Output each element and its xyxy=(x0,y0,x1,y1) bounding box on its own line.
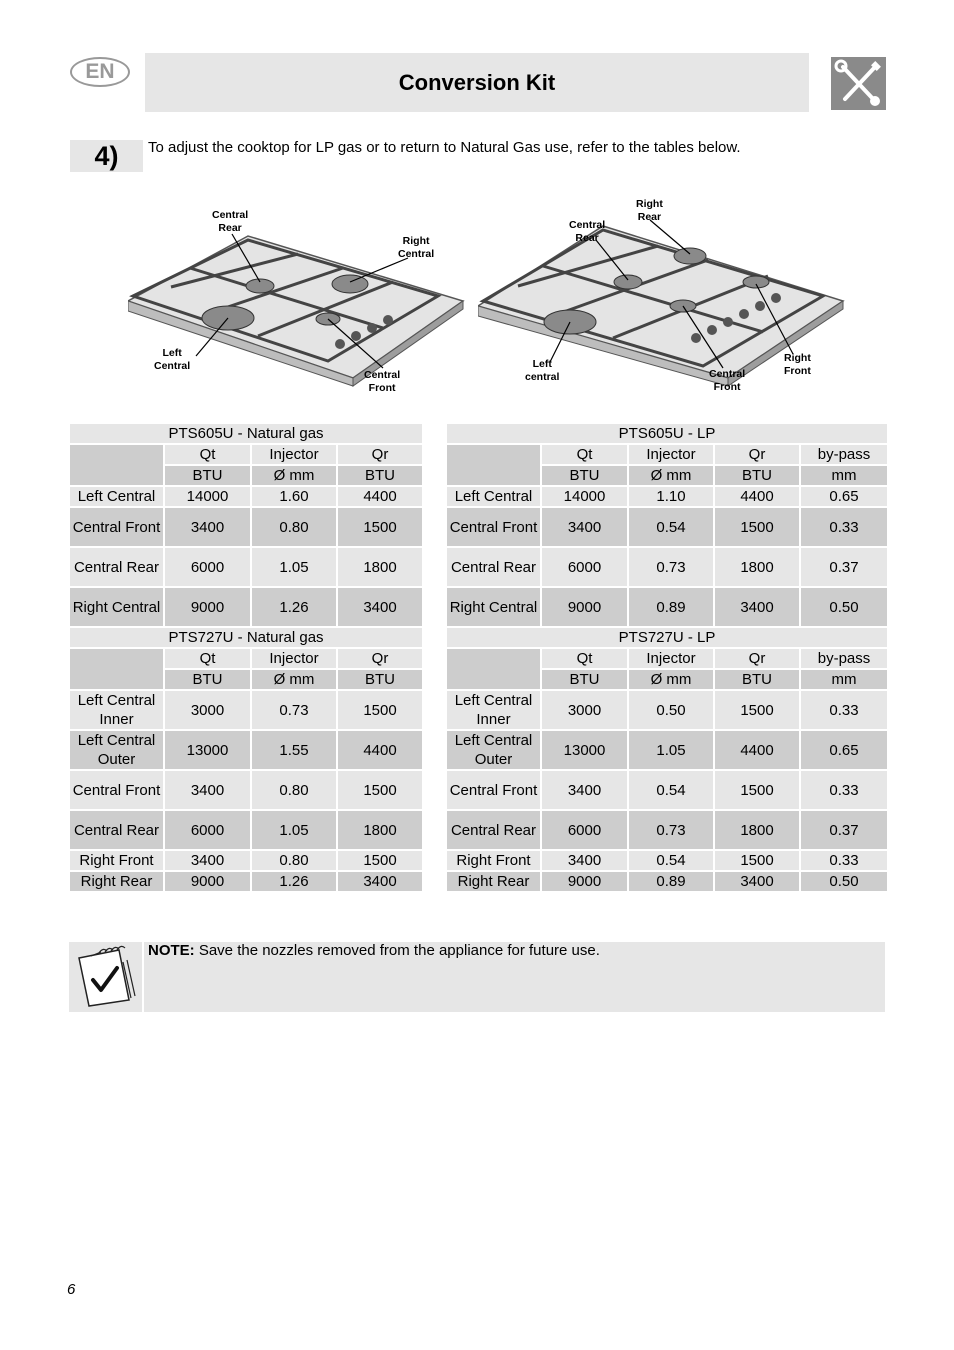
burner-name: Central Front xyxy=(446,507,541,547)
page-title: Conversion Kit xyxy=(145,53,809,112)
column-header: Qr xyxy=(337,648,423,669)
table-cell: 4400 xyxy=(337,730,423,770)
table-cell: 4400 xyxy=(714,730,800,770)
burner-name: Right Front xyxy=(69,850,164,871)
table-cell: 3400 xyxy=(714,871,800,892)
table-cell: 13000 xyxy=(541,730,628,770)
burner-name: Central Front xyxy=(446,770,541,810)
table-cell: 3400 xyxy=(164,850,251,871)
label-central-front: Central Front xyxy=(709,368,746,393)
table-row xyxy=(446,871,888,892)
burner-name: Left Central Inner xyxy=(446,690,541,730)
pts727u-natural-gas-section xyxy=(69,627,423,892)
burner-name: Central Rear xyxy=(446,547,541,587)
header-blank xyxy=(446,444,541,486)
table-cell: 1.60 xyxy=(251,486,337,507)
burner-name: Central Front xyxy=(69,507,164,547)
column-header: Qr xyxy=(714,648,800,669)
table-row xyxy=(69,507,423,547)
column-header: by-pass xyxy=(800,444,888,465)
table-cell: 0.33 xyxy=(800,690,888,730)
table-cell: 14000 xyxy=(164,486,251,507)
column-unit: mm xyxy=(800,465,888,486)
burner-name: Left Central Outer xyxy=(446,730,541,770)
table-cell: 6000 xyxy=(164,547,251,587)
table-cell: 0.54 xyxy=(628,507,714,547)
table-cell: 4400 xyxy=(337,486,423,507)
table-row xyxy=(69,690,423,730)
column-header: Injector xyxy=(628,648,714,669)
table-cell: 9000 xyxy=(541,587,628,627)
table-cell: 3400 xyxy=(337,587,423,627)
burner-name: Central Rear xyxy=(69,547,164,587)
column-unit: BTU xyxy=(714,669,800,690)
table-cell: 6000 xyxy=(541,810,628,850)
step-number: 4) xyxy=(70,140,143,172)
table-cell: 1.05 xyxy=(251,810,337,850)
table-cell: 3400 xyxy=(164,770,251,810)
header-blank xyxy=(69,648,164,690)
wrench-screwdriver-icon xyxy=(831,57,886,110)
table-cell: 3000 xyxy=(164,690,251,730)
table-cell: 1.26 xyxy=(251,871,337,892)
burner-name: Right Rear xyxy=(69,871,164,892)
label-right-rear: Right Rear xyxy=(636,198,663,223)
table-row xyxy=(446,810,888,850)
table-row xyxy=(446,850,888,871)
table-row xyxy=(69,850,423,871)
label-central-front: Central Front xyxy=(364,369,401,394)
table-cell: 0.73 xyxy=(628,547,714,587)
table-cell: 0.33 xyxy=(800,507,888,547)
table-cell: 0.37 xyxy=(800,810,888,850)
table-cell: 0.80 xyxy=(251,850,337,871)
table-cell: 9000 xyxy=(164,871,251,892)
header-blank xyxy=(69,444,164,486)
table-cell: 6000 xyxy=(164,810,251,850)
table-cell: 1500 xyxy=(714,507,800,547)
column-header: Qt xyxy=(541,444,628,465)
table-cell: 1.55 xyxy=(251,730,337,770)
natural-gas-table xyxy=(68,422,424,893)
table-cell: 13000 xyxy=(164,730,251,770)
table-cell: 1800 xyxy=(337,547,423,587)
burner-name: Central Front xyxy=(69,770,164,810)
column-unit: Ø mm xyxy=(628,669,714,690)
table-cell: 1.05 xyxy=(628,730,714,770)
column-unit: BTU xyxy=(541,465,628,486)
column-header: Injector xyxy=(628,444,714,465)
table-row xyxy=(69,770,423,810)
label-central-rear: Central Rear xyxy=(212,209,249,234)
table-row xyxy=(69,587,423,627)
label-central-rear: Central Rear xyxy=(569,219,606,244)
column-unit: Ø mm xyxy=(251,465,337,486)
table-row xyxy=(446,770,888,810)
table-cell: 1500 xyxy=(337,850,423,871)
column-unit: BTU xyxy=(541,669,628,690)
burner-name: Right Central xyxy=(69,587,164,627)
label-right-central: Right Central xyxy=(398,235,435,260)
column-unit: BTU xyxy=(337,669,423,690)
table-cell: 0.65 xyxy=(800,730,888,770)
table-cell: 1500 xyxy=(337,690,423,730)
column-header: Injector xyxy=(251,444,337,465)
note-box xyxy=(69,942,885,1012)
note-body: Save the nozzles removed from the appliance for future use. xyxy=(194,942,600,959)
table-row xyxy=(69,871,423,892)
burner-name: Right Central xyxy=(446,587,541,627)
table-cell: 3400 xyxy=(541,850,628,871)
burner-name: Left Central Inner xyxy=(69,690,164,730)
table-cell: 0.65 xyxy=(800,486,888,507)
table-cell: 1.10 xyxy=(628,486,714,507)
column-header: Injector xyxy=(251,648,337,669)
notepad-check-icon xyxy=(69,942,144,1012)
note-text xyxy=(148,942,600,959)
table-cell: 4400 xyxy=(714,486,800,507)
header-blank xyxy=(446,648,541,690)
table-cell: 6000 xyxy=(541,547,628,587)
burner-name: Left Central xyxy=(446,486,541,507)
table-cell: 9000 xyxy=(541,871,628,892)
column-unit: BTU xyxy=(164,465,251,486)
burner-name: Central Rear xyxy=(69,810,164,850)
table-cell: 1800 xyxy=(714,810,800,850)
table-cell: 0.33 xyxy=(800,850,888,871)
pts727u-lp-section xyxy=(446,627,888,892)
table-cell: 0.54 xyxy=(628,770,714,810)
table-row xyxy=(446,690,888,730)
table-row xyxy=(446,547,888,587)
table-cell: 1500 xyxy=(337,507,423,547)
table-cell: 3400 xyxy=(541,507,628,547)
table-row xyxy=(69,547,423,587)
column-unit: mm xyxy=(800,669,888,690)
table-cell: 0.80 xyxy=(251,507,337,547)
burner-name: Right Front xyxy=(446,850,541,871)
table-cell: 1.05 xyxy=(251,547,337,587)
pts605u-lp-section xyxy=(446,423,888,627)
table-cell: 0.80 xyxy=(251,770,337,810)
table-cell: 1800 xyxy=(714,547,800,587)
label-left-central: Left central xyxy=(525,358,560,383)
table-row xyxy=(69,810,423,850)
column-header: Qt xyxy=(164,444,251,465)
column-unit: BTU xyxy=(714,465,800,486)
column-header: by-pass xyxy=(800,648,888,669)
burner-name: Left Central xyxy=(69,486,164,507)
table-cell: 0.50 xyxy=(800,587,888,627)
table-cell: 9000 xyxy=(164,587,251,627)
table-cell: 14000 xyxy=(541,486,628,507)
table-row xyxy=(69,730,423,770)
table-cell: 1800 xyxy=(337,810,423,850)
table-cell: 0.89 xyxy=(628,871,714,892)
label-right-front: Right Front xyxy=(784,352,811,377)
table-caption: PTS727U - Natural gas xyxy=(69,627,423,648)
burner-name: Left Central Outer xyxy=(69,730,164,770)
cooktop-illustration-pts605u xyxy=(128,196,468,396)
column-unit: BTU xyxy=(164,669,251,690)
table-cell: 3400 xyxy=(714,587,800,627)
table-row xyxy=(446,486,888,507)
column-header: Qt xyxy=(541,648,628,669)
table-cell: 0.50 xyxy=(800,871,888,892)
step-instruction: To adjust the cooktop for LP gas or to return to Natural Gas use, refer to the tables below. xyxy=(148,139,741,156)
table-cell: 1500 xyxy=(714,850,800,871)
column-unit: Ø mm xyxy=(628,465,714,486)
language-badge: EN xyxy=(70,57,130,87)
cooktop-illustration-pts727u xyxy=(478,196,848,396)
table-cell: 1.26 xyxy=(251,587,337,627)
table-caption: PTS605U - LP xyxy=(446,423,888,444)
pts605u-natural-gas-section xyxy=(69,423,423,627)
table-cell: 0.33 xyxy=(800,770,888,810)
table-cell: 1500 xyxy=(714,690,800,730)
table-row xyxy=(446,730,888,770)
table-cell: 0.89 xyxy=(628,587,714,627)
table-caption: PTS727U - LP xyxy=(446,627,888,648)
column-header: Qt xyxy=(164,648,251,669)
table-cell: 1500 xyxy=(337,770,423,810)
column-unit: Ø mm xyxy=(251,669,337,690)
table-cell: 0.73 xyxy=(251,690,337,730)
table-cell: 3000 xyxy=(541,690,628,730)
burner-name: Right Rear xyxy=(446,871,541,892)
table-cell: 0.73 xyxy=(628,810,714,850)
burner-name: Central Rear xyxy=(446,810,541,850)
column-header: Qr xyxy=(714,444,800,465)
label-left-central: Left Central xyxy=(154,347,191,372)
table-row xyxy=(69,486,423,507)
table-row xyxy=(446,587,888,627)
note-label: NOTE: xyxy=(148,942,195,959)
page-number: 6 xyxy=(67,1281,76,1298)
table-caption: PTS605U - Natural gas xyxy=(69,423,423,444)
table-cell: 3400 xyxy=(541,770,628,810)
column-unit: BTU xyxy=(337,465,423,486)
column-header: Qr xyxy=(337,444,423,465)
table-cell: 0.54 xyxy=(628,850,714,871)
table-row xyxy=(446,507,888,547)
table-cell: 0.50 xyxy=(628,690,714,730)
lp-gas-table xyxy=(445,422,889,893)
table-cell: 3400 xyxy=(164,507,251,547)
table-cell: 0.37 xyxy=(800,547,888,587)
table-cell: 1500 xyxy=(714,770,800,810)
table-cell: 3400 xyxy=(337,871,423,892)
